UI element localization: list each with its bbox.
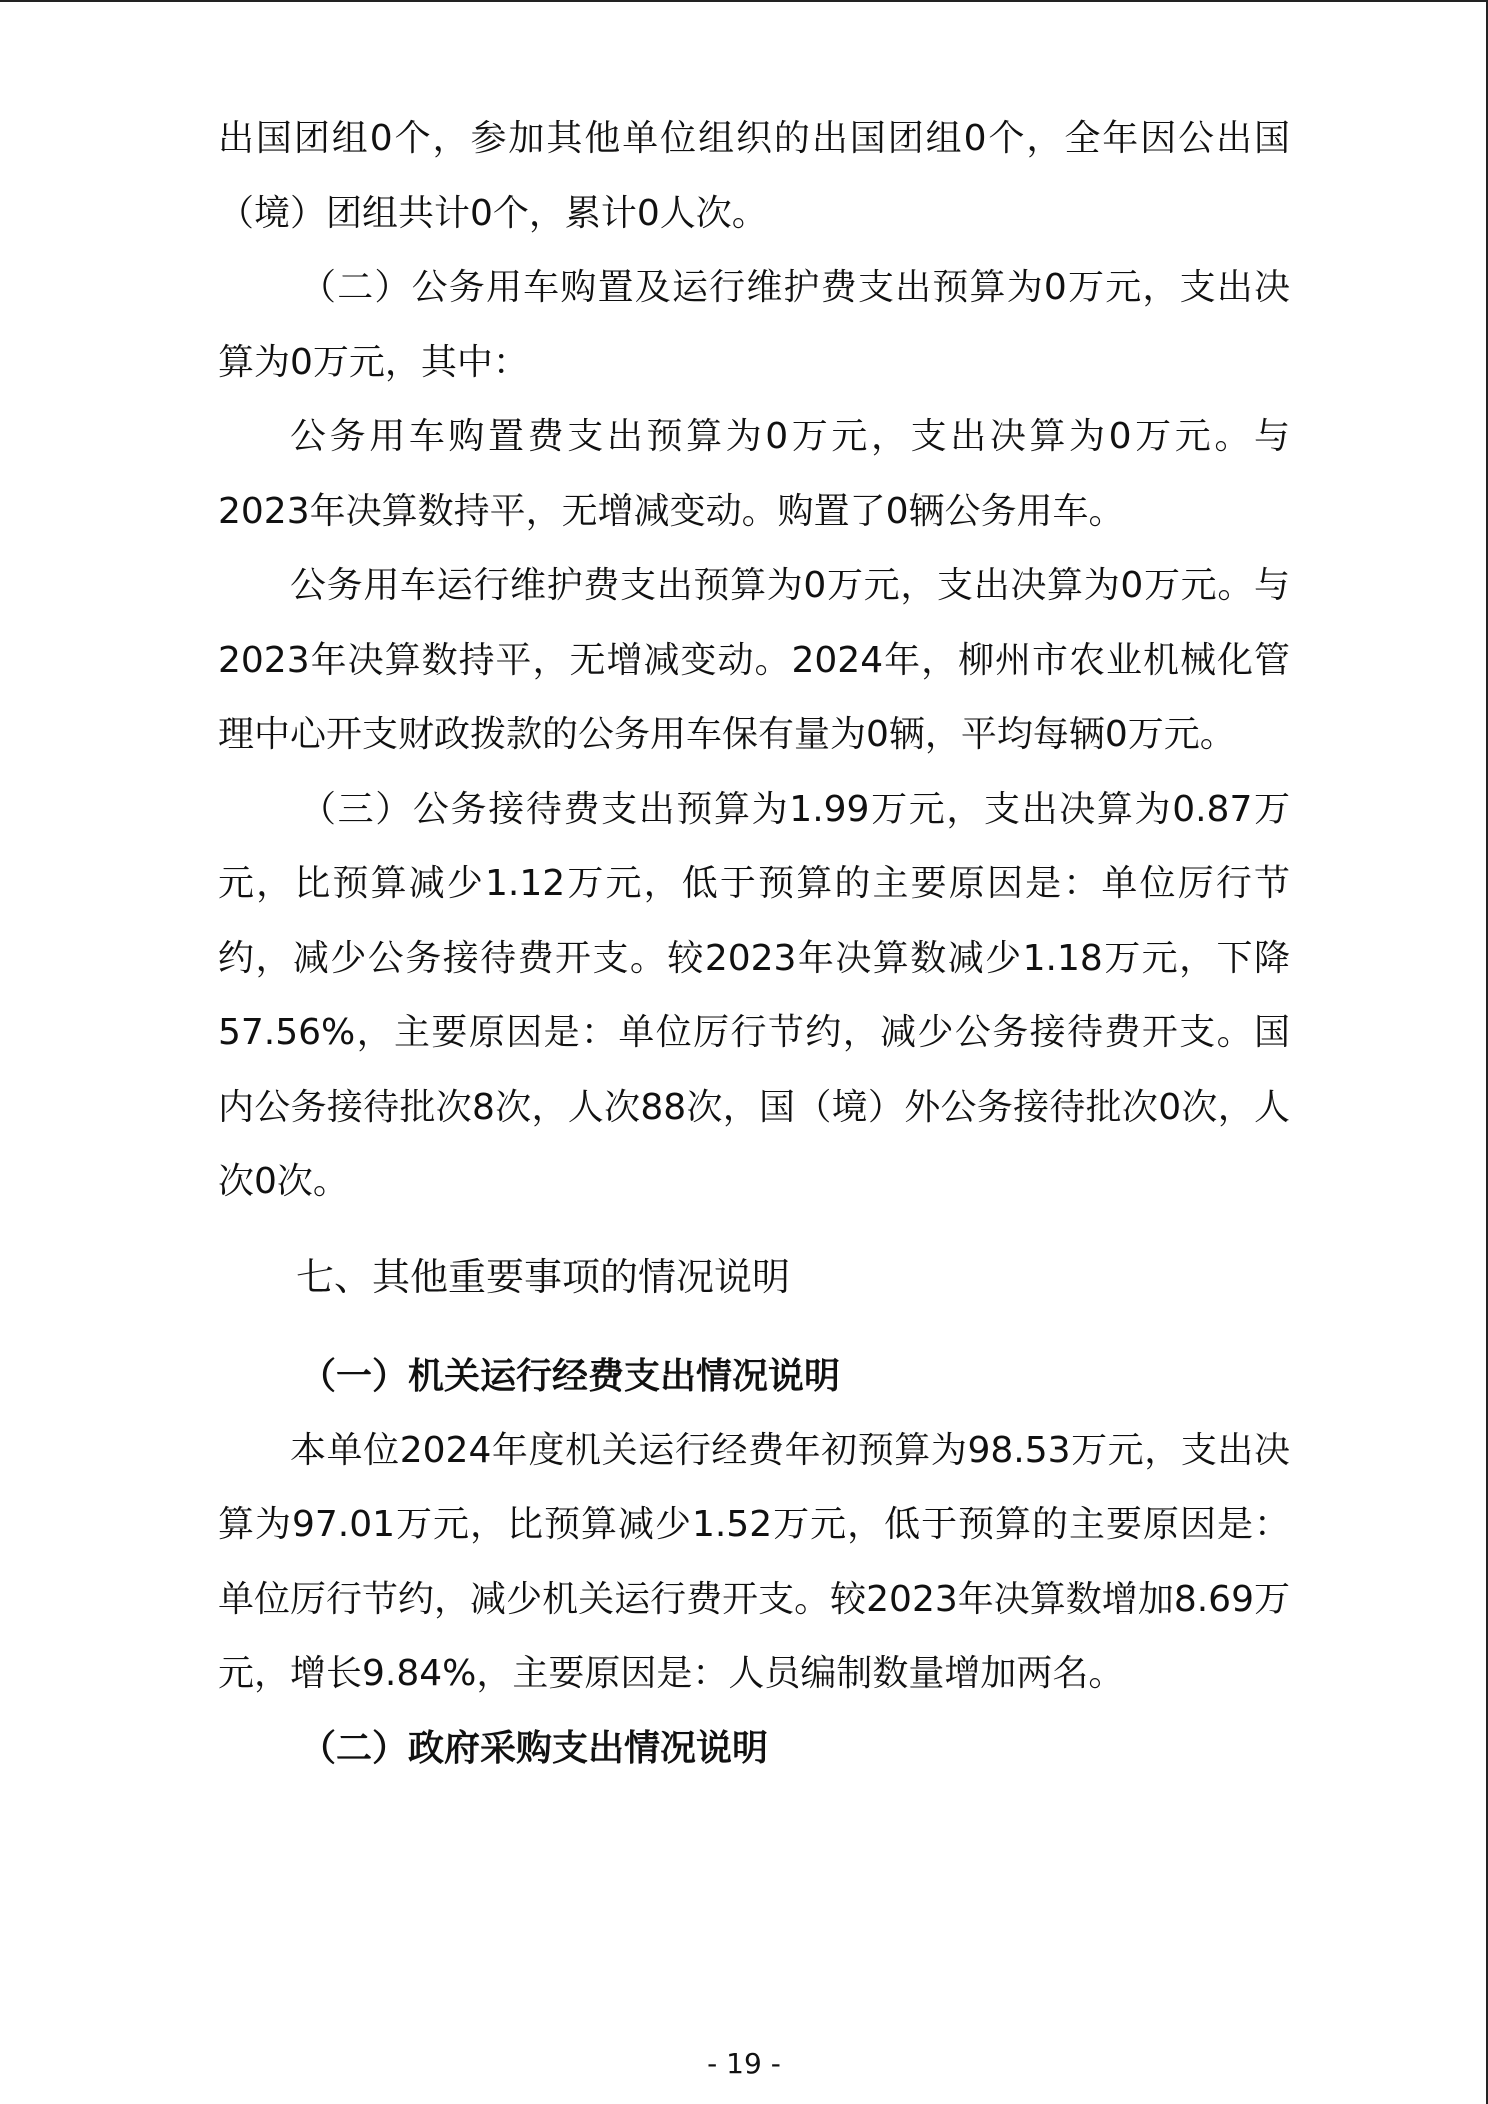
paragraph-outbound-groups: 出国团组0个，参加其他单位组织的出国团组0个，全年因公出国（境）团组共计0个，累计0人次。 <box>218 118 1290 234</box>
page-number: - 19 - <box>707 2047 781 2080</box>
paragraph-operating-expense: 本单位2024年度机关运行经费年初预算为98.53万元，支出决算为97.01万元，比预算减少1.52万元，低于预算的主要原因是：单位厉行节约，减少机关运行费开支。较2023年决算数增加8.69万元，增长9.84%，主要原因是：人员编制数量增加两名。 <box>218 1429 1290 1694</box>
paragraph-reception-expense: （三）公务接待费支出预算为1.99万元，支出决算为0.87万元，比预算减少1.12万元，低于预算的主要原因是：单位厉行节约，减少公务接待费开支。较2023年决算数减少1.18万元，下降57.56%，主要原因是：单位厉行节约，减少公务接待费开支。国内公务接待批次8次，人次88次，国（境）外公务接待批次0次，人次0次。 <box>218 788 1290 1202</box>
section-heading: 七、其他重要事项的情况说明 <box>296 1254 791 1299</box>
paragraph-vehicle-maintenance: 公务用车运行维护费支出预算为0万元，支出决算为0万元。与2023年决算数持平，无增减变动。2024年，柳州市农业机械化管理中心开支财政拨款的公务用车保有量为0辆，平均每辆0万元。 <box>218 565 1290 755</box>
paragraph-vehicle-purchase: 公务用车购置费支出预算为0万元，支出决算为0万元。与2023年决算数持平，无增减变动。购置了0辆公务用车。 <box>218 416 1290 532</box>
document-body <box>218 102 1290 1786</box>
subheading-operating-expense: （一）机关运行经费支出情况说明 <box>300 1355 841 1397</box>
paragraph-vehicle-expense: （二）公务用车购置及运行维护费支出预算为0万元，支出决算为0万元，其中： <box>218 267 1290 383</box>
subheading-procurement: （二）政府采购支出情况说明 <box>300 1727 769 1769</box>
